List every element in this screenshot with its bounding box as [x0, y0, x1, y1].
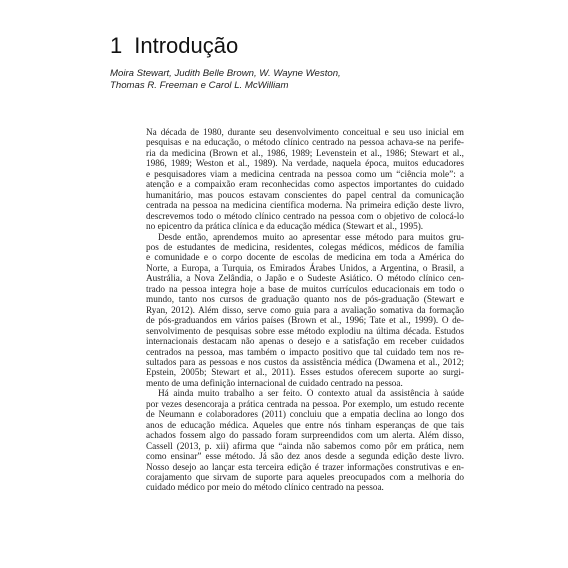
paragraph — [146, 128, 464, 233]
text-line: Ryan, 2012). Além disso, serve como guia para a avaliação somativa da formação — [146, 305, 464, 316]
chapter-number: 1 — [110, 32, 123, 58]
text-line: humanitário, mas poucos estavam conscientes do papel central da comunicação — [146, 190, 464, 201]
text-line: pesquisas e na educação, o método clínico centrado na pessoa achava-se na perife- — [146, 138, 464, 149]
text-line: achados fossem algo do passado foram surpreendidos com um alerta. Além disso, — [146, 431, 464, 442]
text-line: descrevemos todo o método clínico centrado na pessoa com o objetivo de colocá-lo — [146, 211, 464, 222]
chapter-heading — [110, 33, 238, 59]
text-line: mundo, tanto nos cursos de graduação quanto nos de pós-graduação (Stewart e — [146, 295, 464, 306]
text-line: Epstein, 2005b; Stewart et al., 2011). Esses estudos oferecem suporte ao surgi- — [146, 368, 464, 379]
text-line: internacionais destacam não apenas o desejo e a satisfação em receber cuidados — [146, 337, 464, 348]
text-line: Na década de 1980, durante seu desenvolvimento conceitual e seu uso inicial em — [146, 128, 464, 138]
text-line: senvolvimento de pesquisas sobre esse método explodiu na última década. Estudos — [146, 326, 464, 337]
text-line: Norte, a Europa, a Turquia, os Emirados Árabes Unidos, a Argentina, o Brasil, a — [146, 263, 464, 274]
text-line: centrados na pessoa, mas também o impacto positivo que tal cuidado tem nos re- — [146, 347, 464, 358]
author-line: Moira Stewart, Judith Belle Brown, W. Wayne Weston, — [110, 68, 341, 79]
chapter-title: Introdução — [134, 32, 239, 58]
text-line: 1986, 1989; Weston et al., 1989). Na verdade, naquela época, muitos educadores — [146, 159, 464, 170]
text-line: como ensinar” esse método. Já são dez anos desde a segunda edição deste livro. — [146, 452, 464, 463]
author-line: Thomas R. Freeman e Carol L. McWilliam — [110, 79, 289, 91]
text-line: no epicentro da prática clínica e da educação médica (Stewart et al., 1995). — [146, 222, 424, 233]
text-line: centrada na pessoa na medicina científica moderna. Na primeira edição deste livro, — [146, 201, 464, 212]
text-line: Austrália, a Nova Zelândia, o Japão e o Sudeste Asiático. O método clínico cen- — [146, 274, 464, 285]
text-line: e comunidade e o corpo docente de escolas de medicina em toda a América do — [146, 253, 464, 264]
text-line: ria da medicina (Brown et al., 1986, 1989; Levenstein et al., 1986; Stewart et al., — [146, 148, 464, 159]
paragraph — [146, 233, 464, 390]
text-line: por vezes desencoraja a prática centrada na pessoa. Por exemplo, um estudo recente — [146, 399, 464, 410]
text-line: sultados para as pessoas e nos custos da assistência médica (Dwamena et al., 2012; — [146, 357, 464, 368]
text-line: Nosso desejo ao lançar esta terceira edição é trazer informações construtivas e en- — [146, 462, 464, 473]
text-line: de pós-graduandos em vários países (Brown et al., 1996; Tate et al., 1999). O de- — [146, 316, 464, 327]
chapter-body — [146, 128, 464, 494]
text-line: anos de educação médica. Aqueles que entre nós tinham esperanças de que tais — [146, 420, 464, 431]
text-line: trado na pessoa integra hoje a base de muitos currículos educacionais em todo o — [146, 284, 464, 295]
text-line: Desde então, aprendemos muito ao apresentar esse método para muitos gru- — [158, 232, 464, 243]
text-line: Há ainda muito trabalho a ser feito. O contexto atual da assistência à saúde — [158, 389, 464, 400]
text-line: atenção e a compaixão eram reconhecidas como aspectos importantes do cuidado — [146, 180, 464, 191]
text-line: e pesquisadores viam a medicina centrada na pessoa como um “ciência mole”: a — [146, 169, 464, 180]
text-line: cuidado médico por meio do método clínico centrado na pessoa. — [146, 483, 384, 494]
paragraph — [146, 389, 464, 494]
author-list — [110, 68, 341, 91]
text-line: Cassell (2013, p. xii) afirma que “ainda não sabemos como pôr em prática, nem — [146, 441, 464, 452]
text-line: de Neumann e colaboradores (2011) concluiu que a empatia declina ao longo dos — [146, 410, 464, 421]
text-line: mento de uma definição internacional de cuidado centrado na pessoa. — [146, 378, 403, 389]
text-line: corajamento que sirvam de suporte para aqueles preocupados com a melhoria do — [146, 472, 464, 483]
text-line: pos de estudantes de medicina, residentes, colegas médicos, médicos de família — [146, 242, 464, 253]
